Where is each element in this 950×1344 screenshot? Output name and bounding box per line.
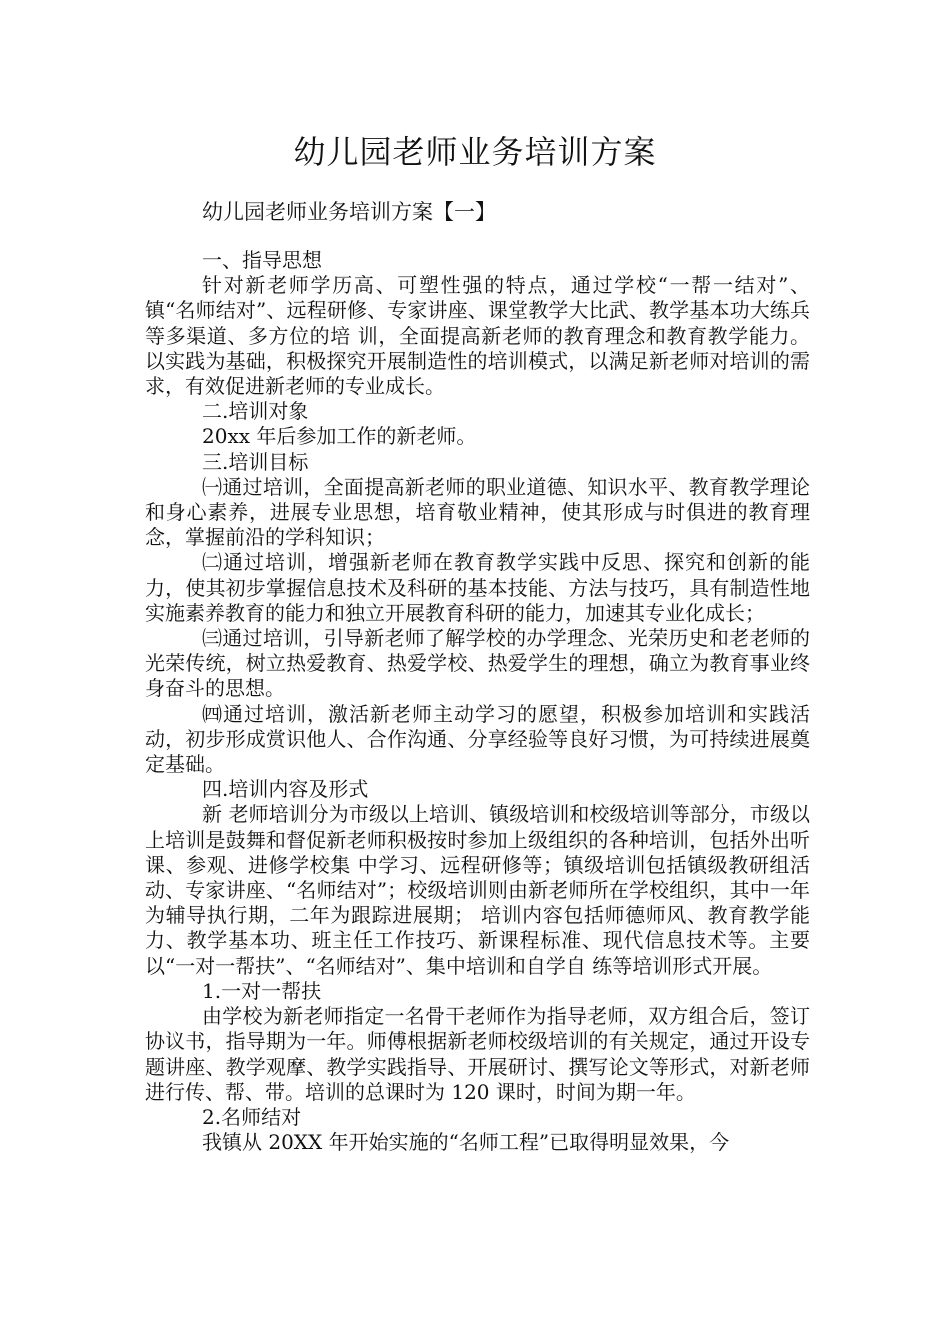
paragraph: 针对新老师学历高、可塑性强的特点，通过学校“一帮一结对”、镇“名师结对”、远程研修、专家讲座、课堂教学大比武、教学基本功大练兵等多渠道、多方位的培 训，全面提高新老师的教育理念和教育教学能力。以实践为基础，积极探究开展制造性的培训模式，以满足新老师对培训的需求，有效促进新老师的专业成长。 xyxy=(145,273,810,399)
document-body xyxy=(145,248,810,1155)
paragraph: 由学校为新老师指定一名骨干老师作为指导老师，双方组合后，签订协议书，指导期为一年。师傅根据新老师校级培训的有关规定，通过开设专题讲座、教学观摩、教学实践指导、开展研讨、撰写论文等形式，对新老师进行传、帮、带。培训的总课时为 120 课时，时间为期一年。 xyxy=(145,1004,810,1104)
paragraph: 我镇从 20XX 年开始实施的“名师工程”已取得明显效果，今 xyxy=(202,1130,730,1155)
subsection-heading: 2.名师结对 xyxy=(202,1104,302,1129)
paragraph: ㈡通过培训，增强新老师在教育教学实践中反思、探究和创新的能力，使其初步掌握信息技术及科研的基本技能、方法与技巧，具有制造性地实施素养教育的能力和独立开展教育科研的能力，加速其专业化成长； xyxy=(145,550,810,625)
paragraph: 新 老师培训分为市级以上培训、镇级培训和校级培训等部分，市级以上培训是鼓舞和督促新老师积极按时参加上级组织的各种培训，包括外出听课、参观、进修学校集 中学习、远程研修等；镇级培训包括镇级教研组活动、专家讲座、“名师结对”；校级培训则由新老师所在学校组织，其中一年为辅导执行期，二年为跟踪进展期； 培训内容包括师德师风、教育教学能力、教学基本功、班主任工作技巧、新课程标准、现代信息技术等。主要以“一对一帮扶”、“名师结对”、集中培训和自学自 练等培训形式开展。 xyxy=(145,802,810,978)
section-heading: 二.培训对象 xyxy=(202,399,309,424)
paragraph: ㈢通过培训，引导新老师了解学校的办学理念、光荣历史和老老师的光荣传统，树立热爱教育、热爱学校、热爱学生的理想，确立为教育事业终身奋斗的思想。 xyxy=(145,626,810,701)
document-subtitle: 幼儿园老师业务培训方案【一】 xyxy=(202,200,496,224)
paragraph: 20xx 年后参加工作的新老师。 xyxy=(202,424,477,449)
section-heading: 三.培训目标 xyxy=(202,449,309,474)
section-heading: 一、指导思想 xyxy=(202,248,322,272)
document-title: 幼儿园老师业务培训方案 xyxy=(293,133,657,171)
section-heading: 四.培训内容及形式 xyxy=(202,777,369,802)
subsection-heading: 1.一对一帮扶 xyxy=(202,978,322,1003)
paragraph: ㈠通过培训，全面提高新老师的职业道德、知识水平、教育教学理论和身心素养，进展专业思想，培育敬业精神，使其形成与时俱进的教育理念，掌握前沿的学科知识； xyxy=(145,474,810,550)
paragraph: ㈣通过培训，激活新老师主动学习的愿望，积极参加培训和实践活动，初步形成赏识他人、合作沟通、分享经验等良好习惯，为可持续进展奠定基础。 xyxy=(145,701,810,777)
